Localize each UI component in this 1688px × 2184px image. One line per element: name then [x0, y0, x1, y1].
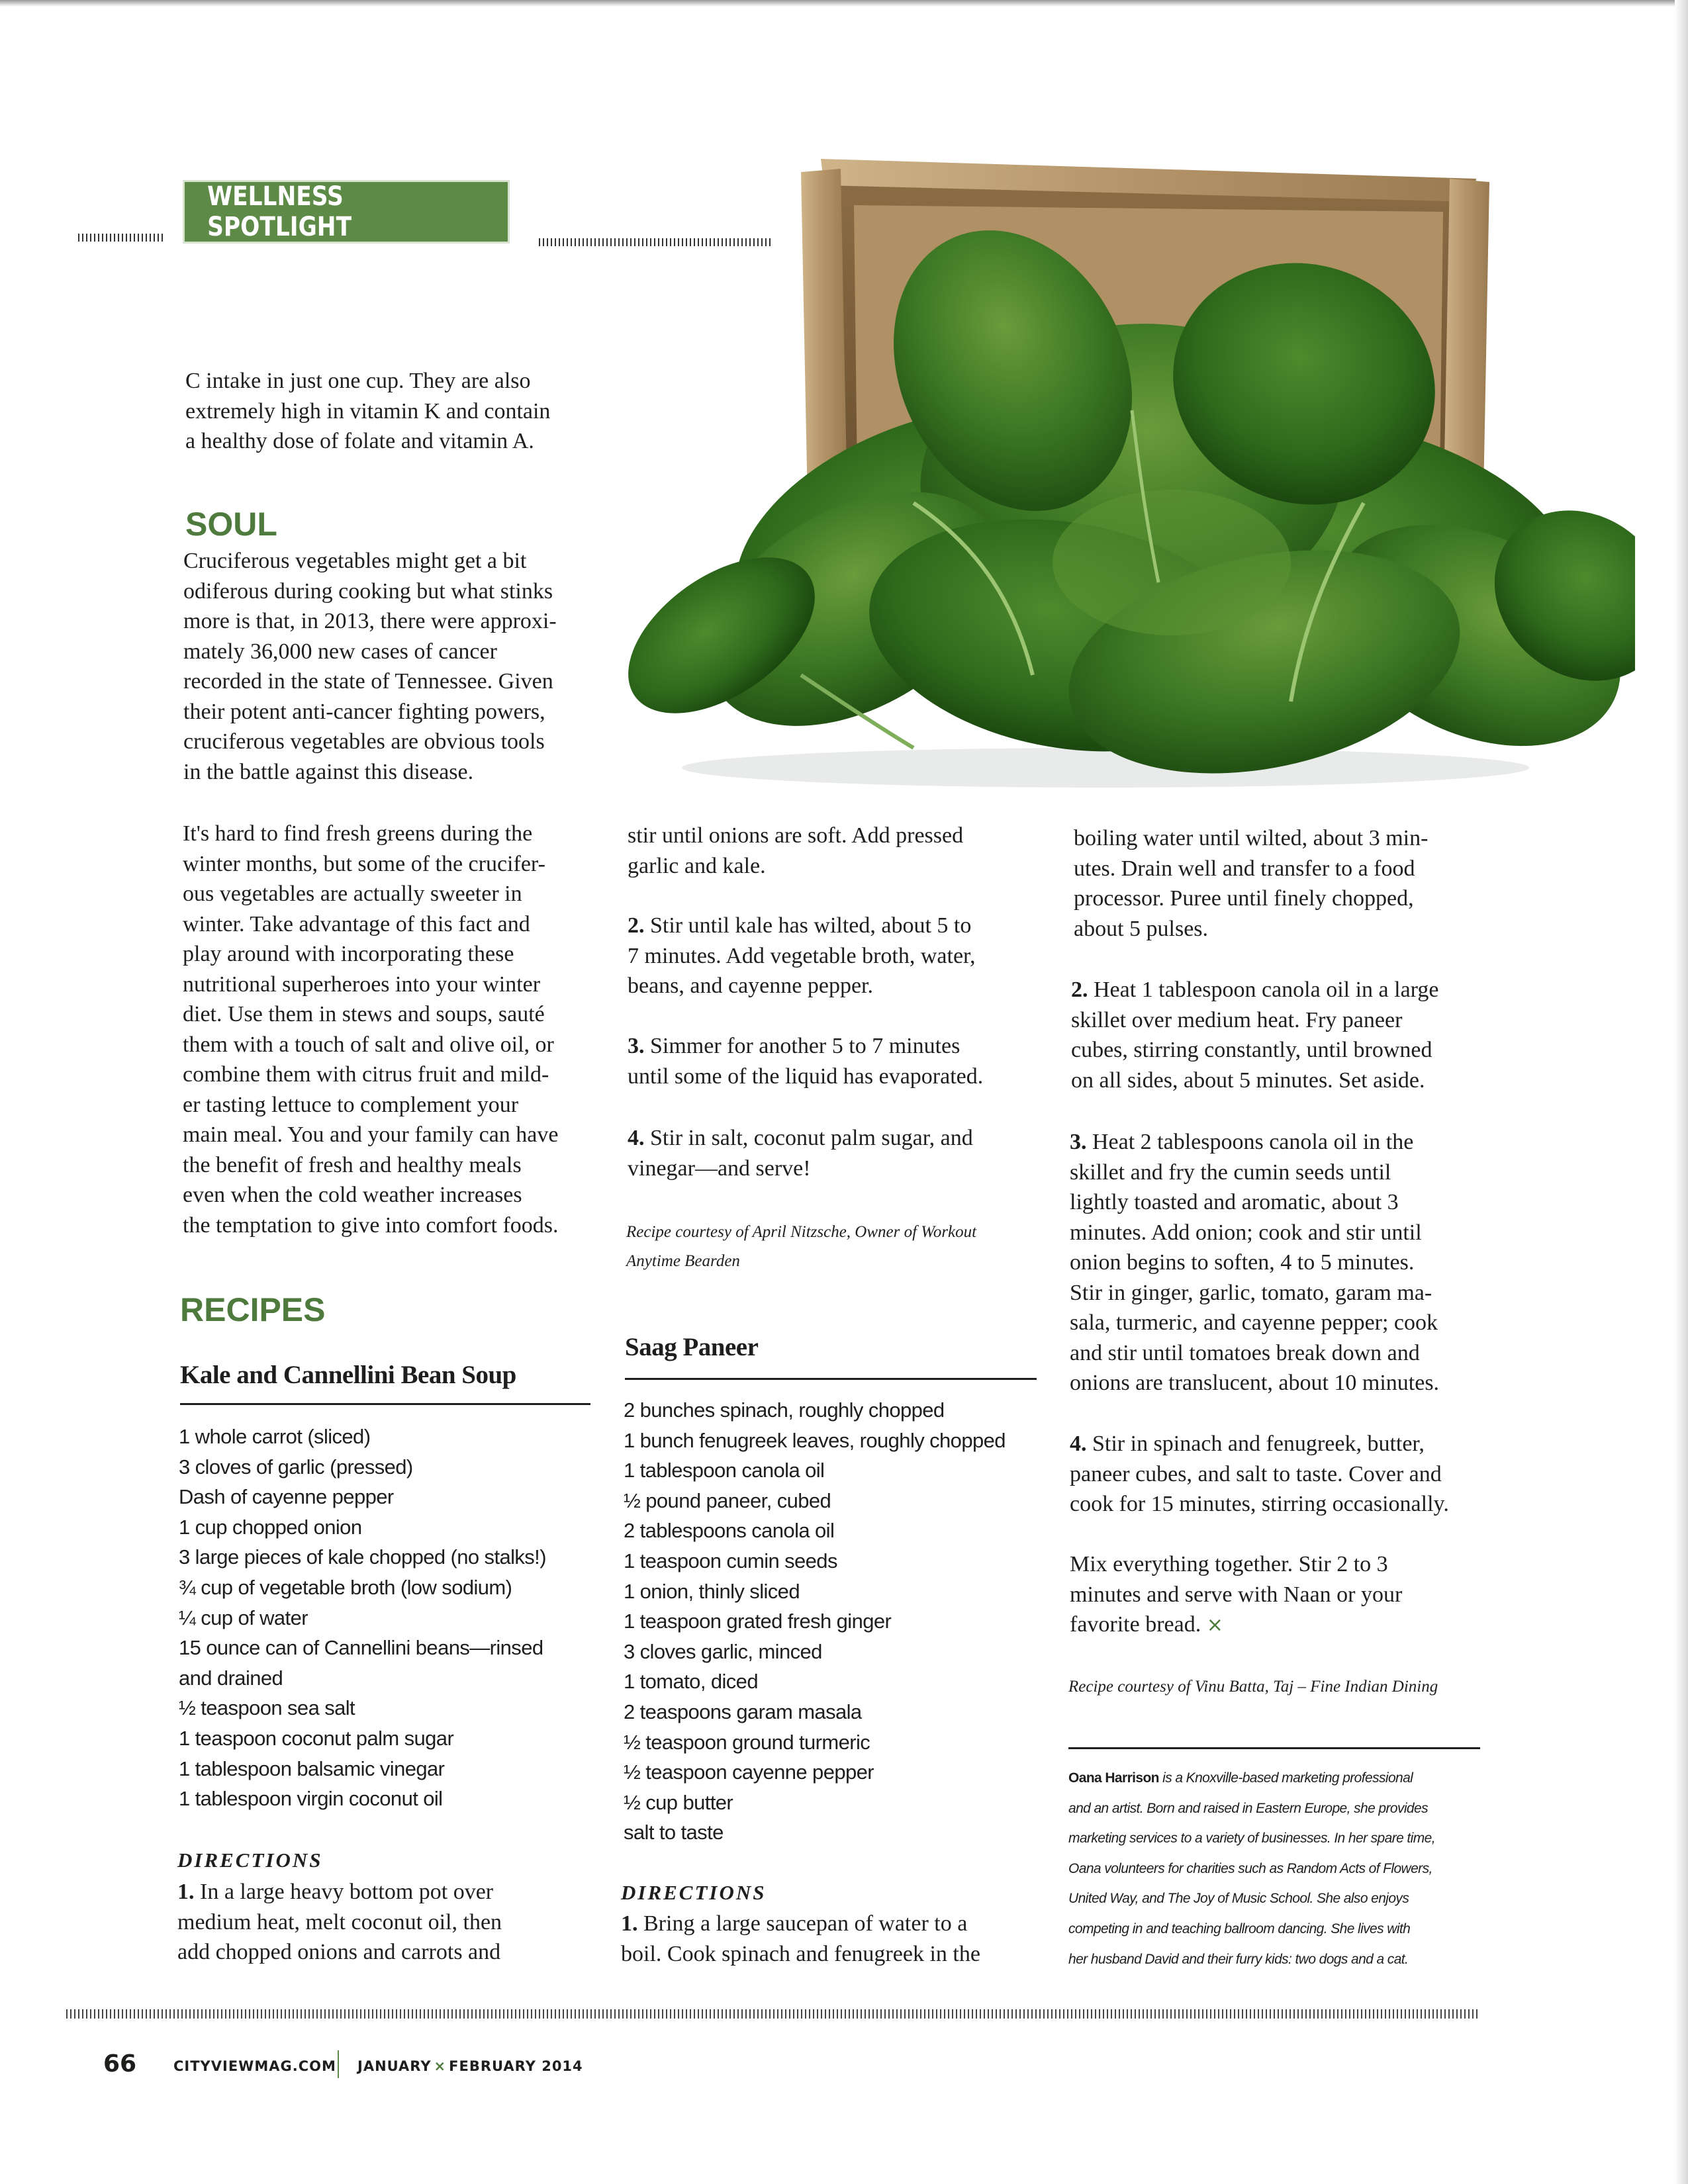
saag-step-3	[1070, 1127, 1500, 1398]
image-shadow	[682, 748, 1529, 788]
ingredient-item: 1 tablespoon balsamic vinegar	[179, 1756, 445, 1780]
final-line: Mix everything together. Stir 2 to 3	[1070, 1552, 1388, 1576]
ingredient-item: 2 bunches spinach, roughly chopped	[624, 1398, 945, 1422]
scan-top-edge	[0, 0, 1688, 7]
step-line: vinegar—and serve!	[628, 1156, 811, 1181]
footer-date	[357, 2058, 583, 2074]
ingredient-item: 3 cloves of garlic (pressed)	[179, 1455, 413, 1479]
bio-name: Oana Harrison	[1068, 1770, 1159, 1786]
step-line: boil. Cook spinach and fenugreek in the	[621, 1941, 980, 1966]
ingredient-item: ½ cup butter	[624, 1790, 733, 1814]
saag-paneer-rule	[625, 1378, 1037, 1380]
soul-heading: SOUL	[185, 506, 277, 543]
step-line: Stir in ginger, garlic, tomato, garam ma-	[1070, 1280, 1432, 1305]
soul-line: odiferous during cooking but what stinks	[183, 578, 553, 604]
step-line: skillet over medium heat. Fry paneer	[1071, 1007, 1403, 1032]
bio-line: her husband David and their furry kids: two dogs and a cat.	[1068, 1951, 1409, 1967]
step-line: 7 minutes. Add vegetable broth, water,	[628, 943, 976, 968]
footer-site: CITYVIEWMAG.COM	[173, 2058, 336, 2074]
ingredient-item: 1 teaspoon grated fresh ginger	[624, 1610, 892, 1633]
step-number: 1.	[621, 1911, 638, 1936]
soul-paragraph	[183, 546, 607, 787]
ingredient-item: 3 cloves garlic, minced	[624, 1639, 822, 1663]
header-ticker-left	[78, 234, 164, 242]
step-line: medium heat, melt coconut oil, then	[177, 1909, 502, 1934]
ingredient-item: ½ teaspoon ground turmeric	[624, 1730, 870, 1754]
ingredient-item: 1 tomato, diced	[624, 1670, 758, 1694]
step-line: Stir in salt, coconut palm sugar, and	[650, 1126, 973, 1150]
step-line: boiling water until wilted, about 3 min-	[1074, 826, 1429, 850]
step-line: Bring a large saucepan of water to a	[643, 1911, 968, 1936]
step-number: 3.	[628, 1034, 645, 1058]
bio-line: and an artist. Born and raised in Eastern Europe, she provides	[1068, 1800, 1428, 1816]
step-line: onion begins to soften, 4 to 5 minutes.	[1070, 1250, 1415, 1275]
ingredient-item: ½ teaspoon cayenne pepper	[624, 1760, 874, 1784]
bio-line: competing in and teaching ballroom dancing. She lives with	[1068, 1921, 1411, 1936]
ingredient-item: 1 bunch fenugreek leaves, roughly chopped	[624, 1428, 1006, 1452]
intro-line: extremely high in vitamin K and contain	[185, 398, 551, 424]
step-line: stir until onions are soft. Add pressed	[628, 823, 964, 848]
ingredient-item: 1 teaspoon coconut palm sugar	[179, 1726, 454, 1750]
end-mark-icon: ×	[1206, 1614, 1223, 1637]
winter-line: er tasting lettuce to complement your	[183, 1092, 519, 1117]
winter-line: combine them with citrus fruit and mild-	[183, 1062, 549, 1087]
saag-step-1-continued	[1074, 823, 1504, 944]
winter-line: winter months, but some of the crucifer-	[183, 851, 545, 876]
footer-separator-icon: ×	[434, 2058, 447, 2074]
step-line: cook for 15 minutes, stirring occasionally.	[1070, 1492, 1449, 1516]
soul-line: recorded in the state of Tennessee. Given	[183, 669, 553, 694]
kale-step-1	[177, 1877, 601, 1968]
intro-line: C intake in just one cup. They are also	[185, 369, 531, 393]
step-line: about 5 pulses.	[1074, 916, 1209, 941]
ingredient-item: 15 ounce can of Cannellini beans—rinsed	[179, 1636, 543, 1660]
soul-line: more is that, in 2013, there were approxi-	[183, 609, 557, 633]
soul-line: in the battle against this disease.	[183, 759, 474, 784]
ingredient-item: 1 cup chopped onion	[179, 1515, 362, 1539]
step-number: 2.	[1071, 978, 1088, 1002]
step-line: cubes, stirring constantly, until browned	[1071, 1038, 1432, 1062]
credit-line: Recipe courtesy of April Nitzsche, Owner of Workout	[626, 1223, 977, 1241]
wellness-badge-label: WELLNESS SPOTLIGHT	[207, 181, 352, 242]
winter-line: the temptation to give into comfort foods.	[183, 1212, 559, 1238]
step-number: 4.	[1070, 1432, 1087, 1456]
footer-date-left: JANUARY	[357, 2058, 432, 2074]
kale-soup-title: Kale and Cannellini Bean Soup	[180, 1361, 516, 1389]
ingredient-item: 1 whole carrot (sliced)	[179, 1425, 371, 1448]
step-line: lightly toasted and aromatic, about 3	[1070, 1190, 1399, 1214]
ingredient-item: and drained	[179, 1666, 283, 1690]
saag-recipe-credit: Recipe courtesy of Vinu Batta, Taj – Fine Indian Dining	[1068, 1678, 1438, 1696]
kale-step-2	[628, 911, 1051, 1001]
winter-line: the benefit of fresh and healthy meals	[183, 1152, 522, 1177]
saag-final-paragraph	[1070, 1549, 1500, 1641]
ingredient-item: 1 onion, thinly sliced	[624, 1579, 800, 1603]
saag-step-1	[621, 1909, 1045, 1969]
winter-line: nutritional superheroes into your winter	[183, 972, 541, 997]
bio-line: is a Knoxville-based marketing professional	[1162, 1770, 1413, 1786]
winter-line: play around with incorporating these	[183, 942, 514, 966]
ingredient-item: 2 teaspoons garam masala	[624, 1700, 862, 1723]
step-line: Heat 1 tablespoon canola oil in a large	[1094, 978, 1439, 1002]
kale-step-4	[628, 1123, 1051, 1183]
step-number: 4.	[628, 1126, 645, 1150]
winter-line: It's hard to find fresh greens during the	[183, 821, 533, 846]
ingredient-item: ½ teaspoon sea salt	[179, 1696, 355, 1720]
saag-paneer-ingredients	[624, 1395, 1047, 1848]
final-line: favorite bread.	[1070, 1612, 1201, 1637]
step-line: until some of the liquid has evaporated.	[628, 1064, 984, 1089]
scan-right-edge	[1675, 0, 1688, 2184]
kale-step-1-continued	[628, 821, 1051, 881]
kale-soup-rule	[180, 1403, 590, 1405]
saag-directions-label: DIRECTIONS	[621, 1881, 767, 1904]
winter-line: main meal. You and your family can have	[183, 1122, 559, 1147]
final-line: minutes and serve with Naan or your	[1070, 1582, 1403, 1607]
intro-paragraph	[185, 366, 609, 457]
intro-line: a healthy dose of folate and vitamin A.	[185, 429, 534, 453]
step-line: add chopped onions and carrots and	[177, 1940, 501, 1964]
step-line: onions are translucent, about 10 minutes.	[1070, 1371, 1440, 1395]
step-line: Simmer for another 5 to 7 minutes	[650, 1034, 961, 1058]
step-line: garlic and kale.	[628, 853, 766, 878]
step-line: on all sides, about 5 minutes. Set aside.	[1071, 1068, 1425, 1093]
ingredient-item: 1 tablespoon canola oil	[624, 1459, 825, 1482]
wellness-badge	[183, 180, 510, 244]
ingredient-item: ½ pound paneer, cubed	[624, 1488, 831, 1512]
step-line: Stir in spinach and fenugreek, butter,	[1092, 1432, 1425, 1456]
ingredient-item: Dash of cayenne pepper	[179, 1485, 394, 1509]
bio-line: marketing services to a variety of businesses. In her spare time,	[1068, 1831, 1435, 1846]
bio-line: United Way, and The Joy of Music School. She also enjoys	[1068, 1891, 1409, 1907]
bio-rule	[1068, 1747, 1480, 1749]
step-line: minutes. Add onion; cook and stir until	[1070, 1220, 1422, 1245]
ingredient-item: salt to taste	[624, 1821, 724, 1844]
winter-line: ous vegetables are actually sweeter in	[183, 882, 522, 906]
ingredient-item: ¾ cup of vegetable broth (low sodium)	[179, 1575, 512, 1599]
step-line: In a large heavy bottom pot over	[200, 1880, 494, 1904]
ingredient-item: 1 teaspoon cumin seeds	[624, 1549, 837, 1572]
step-line: utes. Drain well and transfer to a food	[1074, 856, 1415, 881]
winter-line: even when the cold weather increases	[183, 1183, 522, 1207]
saag-step-2	[1071, 975, 1501, 1095]
ingredient-item: 2 tablespoons canola oil	[624, 1519, 835, 1543]
kale-step-3	[628, 1031, 1051, 1091]
step-line: skillet and fry the cumin seeds until	[1070, 1160, 1391, 1185]
footer-dash-rule	[66, 2009, 1480, 2019]
soul-line: their potent anti-cancer fighting powers,	[183, 699, 545, 724]
step-line: paneer cubes, and salt to taste. Cover and	[1070, 1461, 1442, 1486]
page-number: 66	[103, 2050, 137, 2077]
credit-line: Anytime Bearden	[626, 1252, 740, 1270]
ingredient-item: 3 large pieces of kale chopped (no stalks!)	[179, 1545, 546, 1569]
kale-recipe-credit	[626, 1218, 1050, 1276]
winter-line: winter. Take advantage of this fact and	[183, 911, 530, 936]
step-line: Heat 2 tablespoons canola oil in the	[1092, 1130, 1414, 1154]
step-line: and stir until tomatoes break down and	[1070, 1340, 1420, 1365]
winter-line: them with a touch of salt and olive oil, or	[183, 1032, 554, 1057]
step-number: 2.	[628, 913, 645, 938]
recipes-heading: RECIPES	[180, 1291, 326, 1328]
soul-line: mately 36,000 new cases of cancer	[183, 639, 497, 664]
kale-directions-label: DIRECTIONS	[177, 1848, 323, 1872]
kale-soup-ingredients	[179, 1422, 589, 1814]
footer-divider	[338, 2050, 339, 2078]
bio-line: Oana volunteers for charities such as Random Acts of Flowers,	[1068, 1860, 1432, 1876]
saag-step-4	[1070, 1429, 1500, 1520]
winter-paragraph	[183, 819, 606, 1240]
saag-paneer-title: Saag Paneer	[625, 1333, 759, 1361]
step-line: beans, and cayenne pepper.	[628, 974, 873, 998]
step-number: 1.	[177, 1880, 195, 1904]
author-bio	[1068, 1763, 1492, 1974]
footer-date-right: FEBRUARY 2014	[449, 2058, 583, 2074]
spinach-crate-image	[602, 132, 1635, 794]
soul-line: Cruciferous vegetables might get a bit	[183, 549, 527, 573]
soul-line: cruciferous vegetables are obvious tools	[183, 729, 545, 754]
step-line: sala, turmeric, and cayenne pepper; cook	[1070, 1310, 1438, 1335]
winter-line: diet. Use them in stews and soups, sauté	[183, 1002, 545, 1026]
step-number: 3.	[1070, 1130, 1087, 1154]
ingredient-item: ¼ cup of water	[179, 1606, 308, 1629]
ingredient-item: 1 tablespoon virgin coconut oil	[179, 1787, 443, 1811]
step-line: Stir until kale has wilted, about 5 to	[650, 913, 972, 938]
step-line: processor. Puree until finely chopped,	[1074, 886, 1414, 911]
